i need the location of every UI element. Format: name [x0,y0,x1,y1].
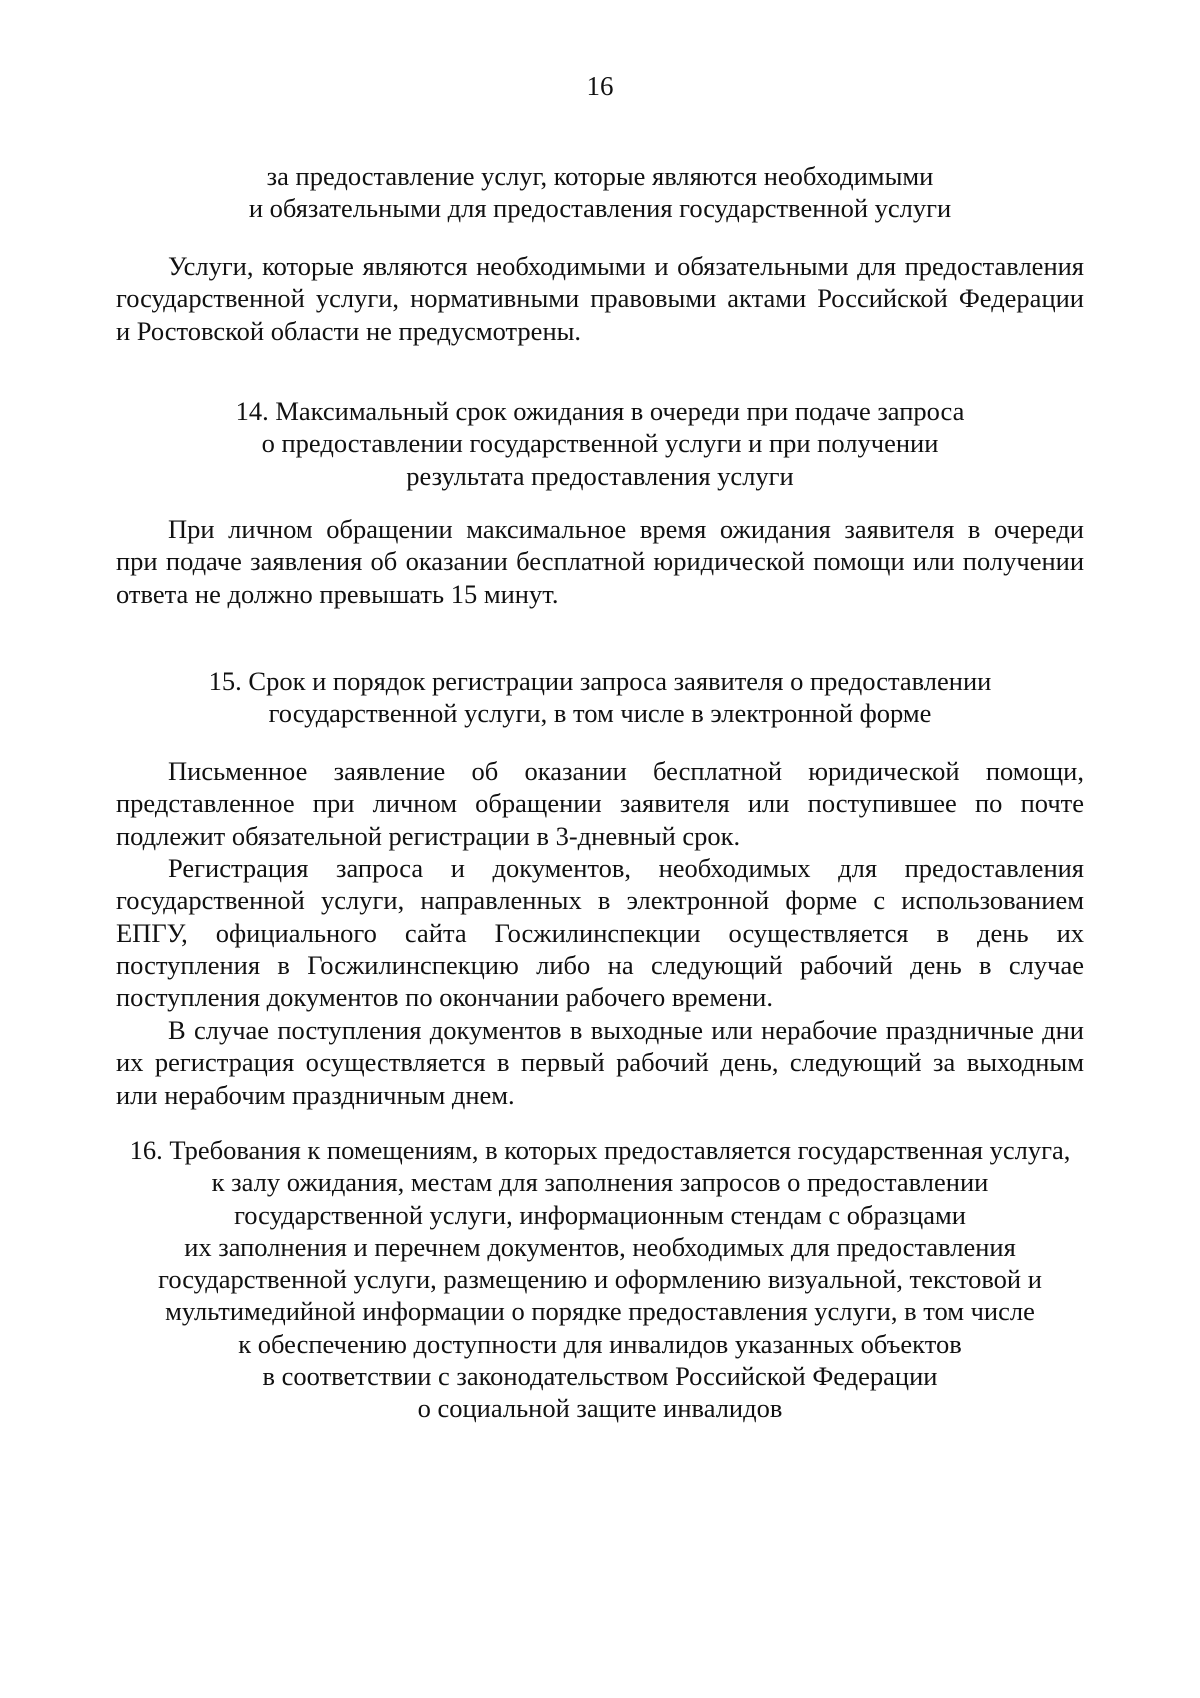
paragraph-line: ЕПГУ, официального сайта Госжилинспекции осуществляется в день их [116,917,1084,948]
section-14-paragraph [116,513,1084,610]
heading-line: о предоставлении государственной услуги и при получении [261,428,939,459]
heading-line: мультимедийной информации о порядке предоставления услуги, в том числе [165,1296,1035,1327]
section-15-paragraph-2 [116,852,1084,1013]
section-13-paragraph [116,250,1084,347]
page-number: 16 [586,71,614,101]
heading-line: о социальной защите инвалидов [417,1393,783,1424]
heading-line: их заполнения и перечнем документов, необходимых для предоставления [184,1231,1016,1262]
heading-line: 16. Требования к помещениям, в которых предоставляется государственная услуга, [129,1135,1071,1165]
paragraph-line: государственной услуги, направленных в электронной форме с использованием [116,885,1084,916]
heading-line: в соответствии с законодательством Российской Федерации [262,1361,938,1392]
section-15-heading [116,665,1084,730]
paragraph-line: При личном обращении максимальное время ожидания заявителя в очереди [168,514,1084,544]
paragraph-line: и Ростовской области не предусмотрены. [116,315,582,346]
section-15-paragraph-3 [116,1014,1084,1111]
paragraph-line: или нерабочим праздничным днем. [116,1079,515,1110]
heading-line: государственной услуги, размещению и оформлению визуальной, текстовой и [158,1264,1042,1295]
heading-line: государственной услуги, информационным стендам с образцами [234,1199,966,1230]
paragraph-line: В случае поступления документов в выходные или нерабочие праздничные дни [168,1015,1084,1045]
section-15-paragraph-1 [116,755,1084,852]
section-16-heading [116,1134,1084,1425]
heading-line: к обеспечению доступности для инвалидов указанных объектов [238,1328,962,1359]
heading-line: государственной услуги, в том числе в электронной форме [268,698,932,729]
paragraph-line: Услуги, которые являются необходимыми и обязательными для предоставления [168,251,1084,281]
paragraph-line: государственной услуги, нормативными правовыми актами Российской Федерации [116,283,1084,314]
section-13-heading-tail [116,160,1084,225]
heading-line: за предоставление услуг, которые являются необходимыми [266,161,934,191]
section-14-heading [116,395,1084,492]
heading-line: 14. Максимальный срок ожидания в очереди при подаче запроса [235,396,965,426]
paragraph-line: Письменное заявление об оказании бесплатной юридической помощи, [168,756,1084,786]
paragraph-line: их регистрация осуществляется в первый рабочий день, следующий за выходным [116,1047,1084,1078]
paragraph-line: представленное при личном обращении заявителя или поступившее по почте [116,788,1084,819]
heading-line: результата предоставления услуги [406,460,794,491]
heading-line: 15. Срок и порядок регистрации запроса заявителя о предоставлении [208,666,992,696]
paragraph-line: поступления документов по окончании рабочего времени. [116,982,773,1013]
paragraph-line: поступления в Госжилинспекцию либо на следующий рабочий день в случае [116,949,1084,980]
paragraph-line: Регистрация запроса и документов, необходимых для предоставления [168,853,1084,883]
paragraph-line: ответа не должно превышать 15 минут. [116,578,559,609]
paragraph-line: при подаче заявления об оказании бесплатной юридической помощи или получении [116,546,1084,577]
heading-line: и обязательными для предоставления государственной услуги [248,193,952,224]
paragraph-line: подлежит обязательной регистрации в 3-дневный срок. [116,820,741,851]
heading-line: к залу ожидания, местам для заполнения запросов о предоставлении [211,1167,989,1198]
